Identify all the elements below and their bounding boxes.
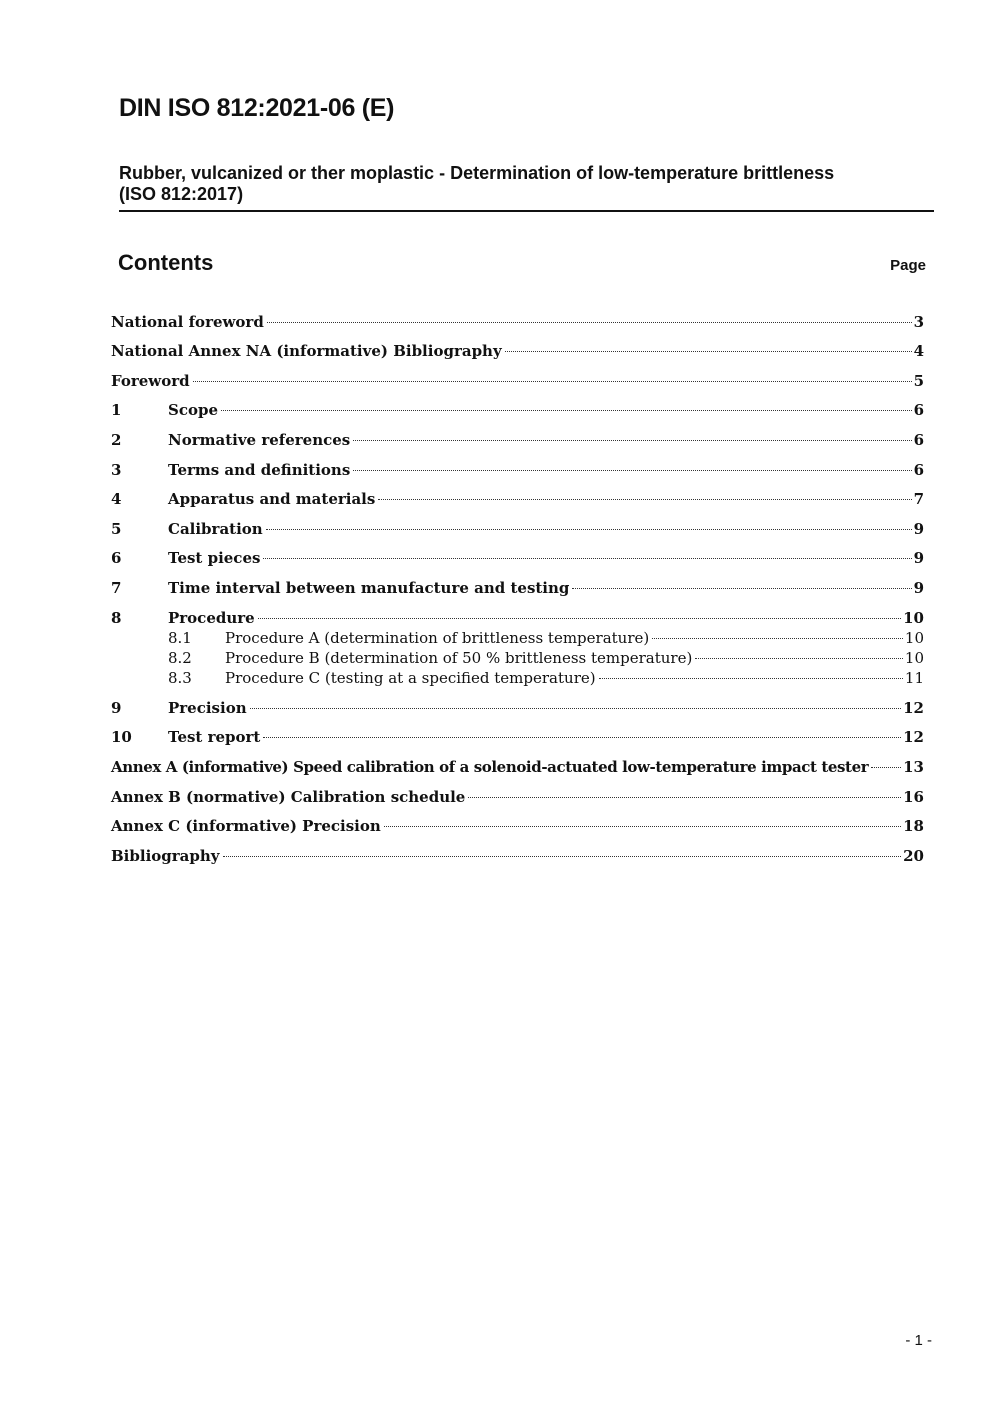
toc-entry-page: 6 xyxy=(913,431,924,449)
toc-leader xyxy=(871,767,901,768)
toc-leader xyxy=(384,826,901,827)
toc-entry-title: Annex B (normative) Calibration schedule xyxy=(111,788,466,806)
toc-entry-page: 11 xyxy=(904,669,924,687)
toc-entry-title: Annex A (informative) Speed calibration of a solenoid-actuated low-temperature impact tester xyxy=(111,758,869,776)
contents-heading: Contents xyxy=(118,250,214,275)
toc-entry[interactable] xyxy=(111,519,924,539)
document-title: DIN ISO 812:2021-06 (E) xyxy=(119,94,395,122)
toc-entry-page: 9 xyxy=(913,520,924,538)
document-subtitle xyxy=(119,163,929,205)
toc-subentry[interactable] xyxy=(111,628,924,648)
toc-entry[interactable] xyxy=(111,489,924,509)
toc-leader xyxy=(468,797,901,798)
toc-entry-number: 4 xyxy=(111,490,122,508)
toc-entry[interactable] xyxy=(111,312,924,332)
toc-entry-number: 8.3 xyxy=(168,669,192,687)
toc-entry-title: Procedure A (determination of brittleness temperature) xyxy=(225,629,650,647)
toc-entry-number: 8 xyxy=(111,609,122,627)
toc-entry-page: 9 xyxy=(913,579,924,597)
toc-entry[interactable] xyxy=(111,816,924,836)
title-divider xyxy=(119,210,934,212)
toc-entry-title: Time interval between manufacture and testing xyxy=(168,579,570,597)
toc-entry[interactable] xyxy=(111,846,924,866)
toc-entry[interactable] xyxy=(111,371,924,391)
toc-leader xyxy=(263,737,901,738)
toc-entry-title: Apparatus and materials xyxy=(168,490,376,508)
toc-entry-title: Procedure B (determination of 50 % brittleness temperature) xyxy=(225,649,693,667)
page-number: - 1 - xyxy=(905,1332,932,1349)
toc-leader xyxy=(263,558,911,559)
toc-entry-number: 2 xyxy=(111,431,122,449)
toc-entry-page: 10 xyxy=(904,629,924,647)
toc-entry-page: 13 xyxy=(903,758,924,776)
toc-entry-title: Calibration xyxy=(168,520,263,538)
toc-leader xyxy=(250,708,902,709)
toc-entry[interactable] xyxy=(111,400,924,420)
toc-entry-number: 10 xyxy=(111,728,132,746)
toc-entry-number: 5 xyxy=(111,520,122,538)
toc-leader xyxy=(572,588,911,589)
toc-leader xyxy=(193,381,912,382)
toc-entry-page: 10 xyxy=(904,649,924,667)
toc-entry[interactable] xyxy=(111,757,924,777)
toc-entry[interactable] xyxy=(111,341,924,361)
toc-entry-title: National foreword xyxy=(111,313,264,331)
toc-subentry[interactable] xyxy=(111,648,924,668)
toc-entry-number: 8.1 xyxy=(168,629,192,647)
toc-entry[interactable] xyxy=(111,608,924,628)
page-column-label: Page xyxy=(890,257,926,274)
toc-entry-number: 7 xyxy=(111,579,122,597)
toc-entry[interactable] xyxy=(111,787,924,807)
toc-entry-page: 10 xyxy=(903,609,924,627)
toc-entry-title: Test pieces xyxy=(168,549,261,567)
toc-leader xyxy=(378,499,911,500)
toc-leader xyxy=(353,470,911,471)
toc-entry-title: Test report xyxy=(168,728,261,746)
toc-leader xyxy=(267,322,912,323)
toc-entry-title: Bibliography xyxy=(111,847,220,865)
toc-entry-number: 3 xyxy=(111,461,122,479)
toc-entry-number: 1 xyxy=(111,401,122,419)
toc-entry-title: National Annex NA (informative) Bibliography xyxy=(111,342,502,360)
toc-entry[interactable] xyxy=(111,698,924,718)
toc-entry-title: Procedure C (testing at a specified temperature) xyxy=(225,669,596,687)
toc-entry-page: 12 xyxy=(903,699,924,717)
toc-entry[interactable] xyxy=(111,727,924,747)
toc-leader xyxy=(599,678,903,679)
toc-entry[interactable] xyxy=(111,460,924,480)
toc-entry-number: 6 xyxy=(111,549,122,567)
toc-leader xyxy=(266,529,912,530)
toc-entry-number: 9 xyxy=(111,699,122,717)
toc-entry-page: 4 xyxy=(913,342,924,360)
subtitle-line-1: Rubber, vulcanized or ther moplastic - Determination of low-temperature brittleness xyxy=(119,163,835,183)
toc-entry-title: Annex C (informative) Precision xyxy=(111,817,381,835)
toc-entry-title: Terms and definitions xyxy=(168,461,351,479)
toc-entry[interactable] xyxy=(111,578,924,598)
toc-entry-title: Precision xyxy=(168,699,247,717)
subtitle-line-2: (ISO 812:2017) xyxy=(119,184,244,204)
toc-entry-number: 8.2 xyxy=(168,649,192,667)
toc-entry-page: 20 xyxy=(903,847,924,865)
toc-leader xyxy=(652,638,903,639)
toc-leader xyxy=(353,440,911,441)
toc-entry-page: 16 xyxy=(903,788,924,806)
toc-entry-page: 3 xyxy=(913,313,924,331)
toc-entry[interactable] xyxy=(111,548,924,568)
toc-subentry[interactable] xyxy=(111,668,924,688)
toc-entry-page: 12 xyxy=(903,728,924,746)
toc-entry-title: Normative references xyxy=(168,431,351,449)
toc-leader xyxy=(258,618,901,619)
toc-leader xyxy=(221,410,912,411)
toc-leader xyxy=(223,856,902,857)
toc-entry[interactable] xyxy=(111,430,924,450)
toc-entry-page: 6 xyxy=(913,401,924,419)
toc-entry-page: 18 xyxy=(903,817,924,835)
toc-entry-page: 9 xyxy=(913,549,924,567)
toc-leader xyxy=(695,658,903,659)
toc-leader xyxy=(505,351,912,352)
toc-entry-title: Procedure xyxy=(168,609,255,627)
toc-entry-page: 6 xyxy=(913,461,924,479)
toc-entry-title: Foreword xyxy=(111,372,190,390)
toc-entry-title: Scope xyxy=(168,401,219,419)
toc-entry-page: 5 xyxy=(913,372,924,390)
toc-entry-page: 7 xyxy=(913,490,924,508)
